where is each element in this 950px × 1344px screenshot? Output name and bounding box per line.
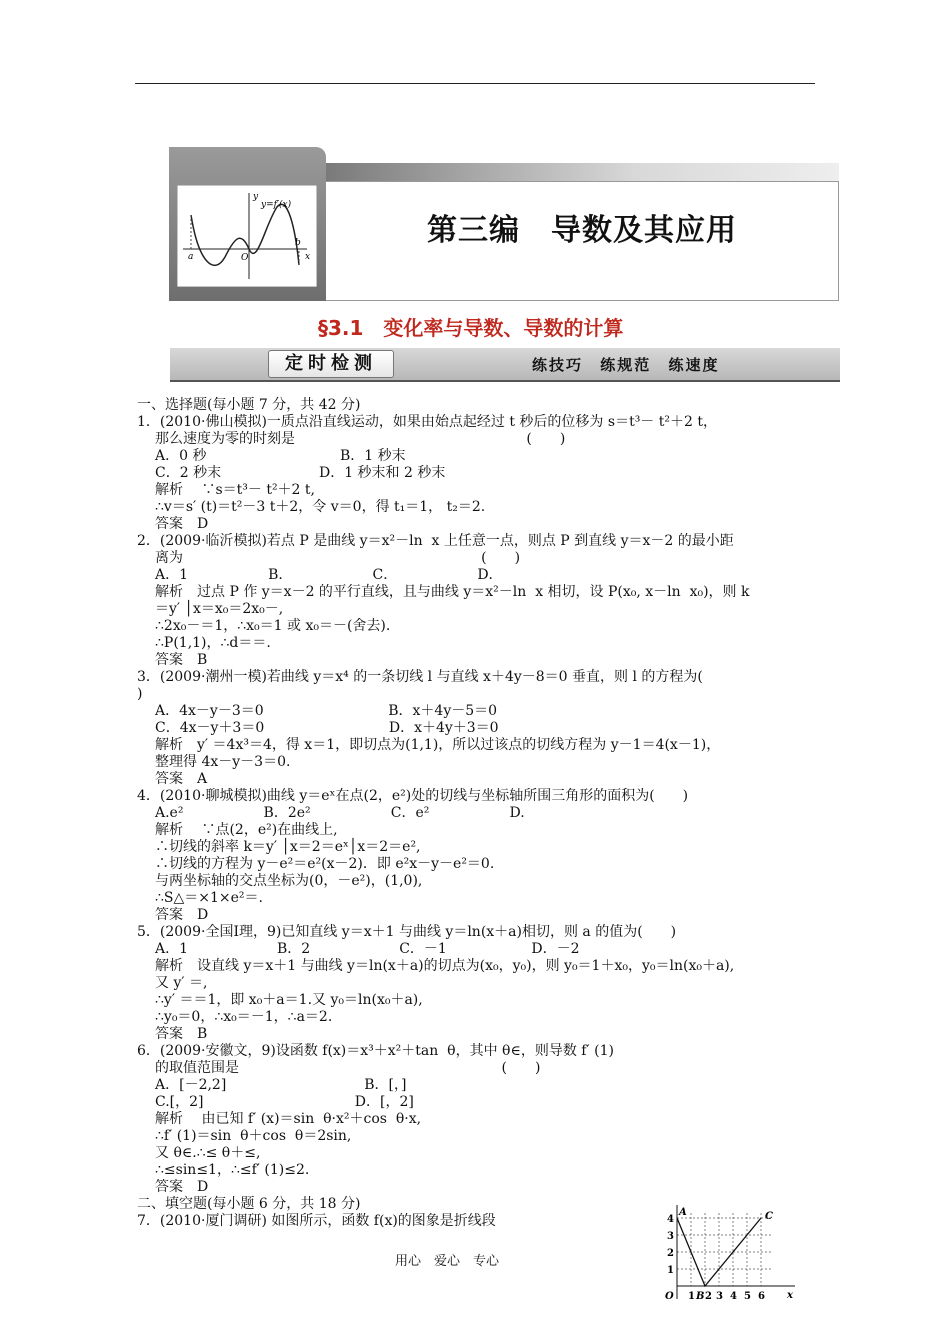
text-line: A．0 秒 B．1 秒末 xyxy=(155,448,406,464)
fig-x-tick: 6 xyxy=(758,1291,765,1302)
page-footer: 用心 爱心 专心 xyxy=(395,1254,500,1269)
text-line: 5．(2009·全国Ⅰ理，9)已知直线 y＝x＋1 与曲线 y＝ln(x＋a)相切，则 a 的值为( ) xyxy=(137,924,677,940)
text-line: ∴2x₀－＝1，∴x₀＝1 或 x₀＝－(舍去). xyxy=(155,618,391,634)
text-line: C．4x－y＋3＝0 D．x＋4y＋3＝0 xyxy=(155,720,499,736)
text-line: A．[－2,2] B．[，] xyxy=(155,1077,407,1093)
text-line: ∴v＝s′ (t)＝t²－3 t＋2，令 v＝0，得 t₁＝1， t₂＝2. xyxy=(155,499,486,515)
thumb-a-label: a xyxy=(188,252,194,262)
text-line: ∴S△＝×1×e²＝. xyxy=(155,890,263,906)
text-line: 2．(2009·临沂模拟)若点 P 是曲线 y＝x²－ln x 上任意一点，则点 P 到直线 y＝x－2 的最小距 xyxy=(137,533,734,549)
text-line: 的取值范围是 ( ) xyxy=(155,1060,541,1076)
fig-label-c: C xyxy=(765,1211,773,1222)
text-line: 一、选择题(每小题 7 分，共 42 分) xyxy=(137,397,361,413)
timing-tag: 定时检测 xyxy=(268,350,394,378)
text-line: ＝y′ │x＝x₀＝2x₀－, xyxy=(155,601,284,617)
fig-y-tick: 4 xyxy=(667,1214,674,1225)
text-line: 3．(2009·潮州一模)若曲线 y＝x⁴ 的一条切线 l 与直线 x＋4y－8＝0 垂直，则 l 的方程为( xyxy=(137,669,703,685)
thumb-function-label: y=f′(x) xyxy=(261,200,292,210)
thumb-b-label: b xyxy=(295,238,301,248)
thumb-origin-label: O xyxy=(241,253,249,263)
text-line: 二、填空题(每小题 6 分，共 18 分) xyxy=(137,1196,361,1212)
text-line: ∴P(1,1)，∴d＝＝. xyxy=(155,635,271,651)
text-line: C．2 秒末 D．1 秒末和 2 秒末 xyxy=(155,465,446,481)
derivative-graph-thumbnail xyxy=(177,185,317,287)
text-line: 1．(2010·佛山模拟)一质点沿直线运动，如果由始点起经过 t 秒后的位移为 s＝t³－ t²＋2 t， xyxy=(137,414,717,430)
text-line: 解析 设直线 y＝x＋1 与曲线 y＝ln(x＋a)的切点为(x₀，y₀)，则 y₀＝1＋x₀，y₀＝ln(x₀＋a), xyxy=(155,958,735,974)
header-rule xyxy=(135,83,815,84)
chapter-title: 第三编 导数及其应用 xyxy=(427,213,737,248)
fig-x-tick: 2 xyxy=(705,1291,712,1302)
text-line: 又 θ∈.∴≤ θ＋≤, xyxy=(155,1145,261,1161)
thumb-x-label: x xyxy=(305,252,311,262)
fig-x-tick: 4 xyxy=(730,1291,737,1302)
piecewise-function-figure xyxy=(655,1203,800,1303)
fig-label-x: x xyxy=(787,1290,793,1301)
text-line: 答案 B xyxy=(155,1026,208,1042)
text-line: ∴切线的斜率 k＝y′ │x＝2＝eˣ│x＝2＝e², xyxy=(155,839,421,855)
text-line: 那么速度为零的时刻是 ( ) xyxy=(155,431,566,447)
text-line: A.e² B．2e² C．e² D. xyxy=(155,805,525,821)
fig-label-o: O xyxy=(665,1291,674,1302)
fig-y-tick: 2 xyxy=(667,1248,674,1259)
fig-x-tick: 3 xyxy=(716,1291,723,1302)
text-line: C.[，2] D．[，2] xyxy=(155,1094,414,1110)
text-line: 7．(2010·厦门调研) 如图所示，函数 f(x)的图象是折线段 xyxy=(137,1213,496,1229)
fig-y-tick: 1 xyxy=(667,1265,674,1276)
thumb-y-label: y xyxy=(253,192,259,202)
text-line: 离为 ( ) xyxy=(155,550,521,566)
text-line: A．4x－y－3＝0 B．x＋4y－5＝0 xyxy=(155,703,498,719)
text-line: 整理得 4x－y－3＝0. xyxy=(155,754,291,770)
text-line: 答案 D xyxy=(155,516,209,532)
fig-y-tick: 3 xyxy=(667,1231,674,1242)
text-line: 解析 ∵s＝t³－ t²＋2 t, xyxy=(155,482,315,498)
text-line: 解析 ∵点(2，e²)在曲线上, xyxy=(155,822,338,838)
text-line: 解析 过点 P 作 y＝x－2 的平行直线，且与曲线 y＝x²－ln x 相切，设 P(x₀, x－ln x₀)，则 k xyxy=(155,584,750,600)
fig-x-tick: 1 xyxy=(688,1291,695,1302)
chapter-banner xyxy=(169,147,839,301)
text-line: A．1 B．2 C．－1 D．－2 xyxy=(155,941,580,957)
text-line: 答案 B xyxy=(155,652,208,668)
text-line: 与两坐标轴的交点坐标为(0，－e²)，(1,0), xyxy=(155,873,423,889)
fig-label-a: A xyxy=(679,1207,687,1218)
section-title: §3.1 变化率与导数、导数的计算 xyxy=(318,316,624,340)
text-line: 解析 y′ ＝4x³＝4，得 x＝1，即切点为(1,1)，所以过该点的切线方程为 y－1＝4(x－1)， xyxy=(155,737,721,753)
text-line: 又 y′ ＝, xyxy=(155,975,208,991)
text-line: ∴切线的方程为 y－e²＝e²(x－2)．即 e²x－y－e²＝0. xyxy=(155,856,495,872)
banner-stripe xyxy=(326,163,839,181)
text-line: ∴y′ ＝＝1，即 x₀＋a＝1.又 y₀＝ln(x₀＋a), xyxy=(155,992,423,1008)
text-line: 答案 A xyxy=(155,771,208,787)
text-line: ∴y₀＝0，∴x₀＝－1，∴a＝2. xyxy=(155,1009,333,1025)
text-line: 6．(2009·安徽文，9)设函数 f(x)＝x³＋x²＋tan θ，其中 θ∈，则导数 f′ (1) xyxy=(137,1043,614,1059)
text-line: ∴≤sin≤1，∴≤f′ (1)≤2. xyxy=(155,1162,310,1178)
text-line: 答案 D xyxy=(155,1179,209,1195)
text-line: A．1 B． C． D． xyxy=(155,567,503,583)
text-line: ) xyxy=(137,686,143,702)
timing-slogan: 练技巧 练规范 练速度 xyxy=(532,356,720,374)
fig-label-b: B xyxy=(696,1291,705,1302)
text-line: 解析 由已知 f′ (x)＝sin θ·x²＋cos θ·x, xyxy=(155,1111,422,1127)
fig-x-tick: 5 xyxy=(744,1291,751,1302)
text-line: 答案 D xyxy=(155,907,209,923)
text-line: ∴f′ (1)＝sin θ＋cos θ＝2sin, xyxy=(155,1128,352,1144)
text-line: 4．(2010·聊城模拟)曲线 y＝eˣ在点(2，e²)处的切线与坐标轴所围三角形的面积为( ) xyxy=(137,788,689,804)
timing-bar xyxy=(170,348,840,382)
